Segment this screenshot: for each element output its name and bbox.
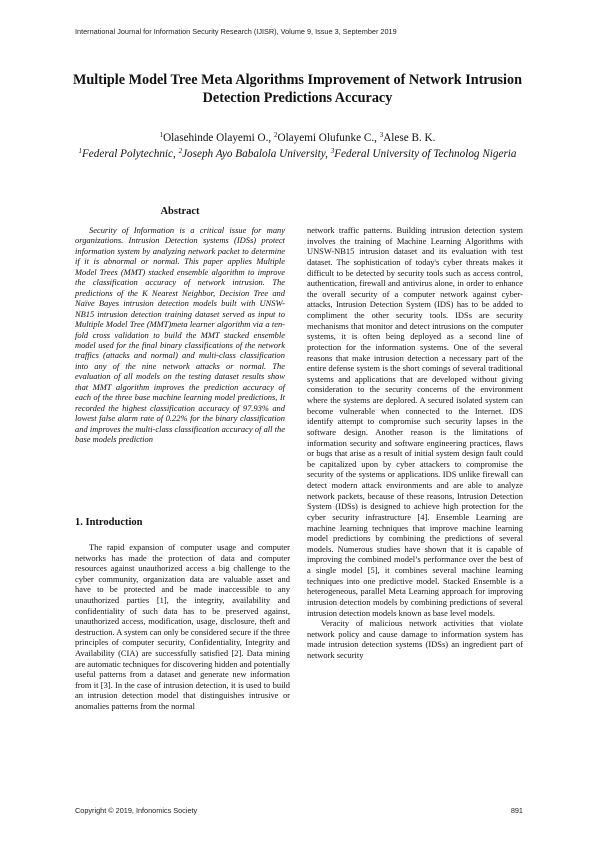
paper-title: Multiple Model Tree Meta Algorithms Improvement of Network Intrusion Detection Predictions Accuracy xyxy=(73,72,522,106)
author-3-marker: 3 xyxy=(379,131,384,139)
page-number: 891 xyxy=(510,806,523,815)
author-2-name: Olayemi Olufunke C., xyxy=(277,132,380,144)
affiliation-1-name: Federal Polytechnic, xyxy=(81,147,179,160)
author-block xyxy=(40,131,555,162)
author-1-marker: 1 xyxy=(159,131,164,139)
abstract-heading: Abstract xyxy=(160,206,200,217)
introduction-paragraph-right-1: network traffic patterns. Building intrusion detection system involves the training of Machine Learning Algorithms with UNSW-NB15 intrusion dataset and its evaluation with test dataset. The sophistication of today's cyber threats makes it difficult to be detected by security tools such as access control, authentication, firewall and antivirus alone, in order to enhance the overall security of a computer network against cyber-attacks, Intrusion Detection System (IDS) has to be added to compliment the other security tools. IDSs are security mechanisms that monitor and detect intrusions on the computer systems, it is often being deployed as a second line of protection for the information systems. One of the several reasons that make intrusion detection a necessary part of the entire defense system is the short comings of several traditional systems and applications that are developed without giving consideration to the security concerns of the environment where the systems are deplored. A secured isolated system can become vulnerable when connected to the Internet. IDS identify attempt to compromise such security lapses in the software design. Another reason is the limitations of information security and software engineering practices, flaws or bugs that arise as a result of initial system design fault could be capitalized upon by cyber attackers to compromise the security of the systems or applications. IDS unlike firewall can detect modern attack environments and are able to analyze network packets, because of these reasons, Intrusion Detection System (IDSs) is designed to achieve high protection for the cyber security infrastructure [4]. Ensemble Learning are machine learning techniques that improve machine learning model predictions by combining the predictions of several models. Numerous studies have shown that it is capable of improving the combined model’s performance over the best of a single model [5], it combines several machine learning techniques into one predictive model. Stacked Ensemble is a heterogeneous, parallel Meta Learning approach for improving intrusion detection models by combining predictions of several intrusion detection models known as base level models. xyxy=(307,225,523,618)
journal-header: International Journal for Information Security Research (IJISR), Volume 9, Issue 3, September 2019 xyxy=(75,27,397,36)
affiliation-3-name: Federal University of Technolog Nigeria xyxy=(334,147,517,160)
affiliation-3-marker: 3 xyxy=(330,146,335,155)
author-1-name: Olasehinde Olayemi O., xyxy=(163,132,274,144)
abstract-text: Security of Information is a critical issue for many organizations. Intrusion Detection systems (IDSs) protect information system by analyzing network packet to determine if it is abnormal or normal. This paper applies Multiple Model Trees (MMT) stacked ensemble algorithm to improve the classification accuracy of network intrusion. The predictions of the K Nearest Neighbor, Decision Tree and Naïve Bayes intrusion detection models built with UNSW-NB15 intrusion detection training dataset served as input to Multiple Model Tree (MMT)meta learner algorithm via a ten-fold cross validation to build the MMT stacked ensemble model used for the final binary classifications of the network traffics (attacks and normal) and multi-class classification into any of the nine network attacks or normal. The evaluation of all models on the testing dataset results show that MMT algorithm improves the prediction accuracy of each of the three base machine learning model predictions, It recorded the highest classification accuracy of 97.93% and lowest false alarm rate of 0.22% for the binary classification and improves the multi-class classification accuracy of all the base models prediction xyxy=(75,225,285,445)
introduction-column-right xyxy=(307,225,523,661)
affiliation-list xyxy=(40,147,555,163)
author-3-name: Alese B. K. xyxy=(383,132,436,144)
introduction-heading: 1. Introduction xyxy=(75,517,143,528)
affiliation-2-name: Joseph Ayo Babalola University, xyxy=(182,147,331,160)
copyright-footer: Copyright © 2019, Infonomics Society xyxy=(75,806,198,815)
affiliation-2-marker: 2 xyxy=(178,146,183,155)
introduction-paragraph-left: The rapid expansion of computer usage and computer networks has made the protection of data and computer resources against unauthorized access a big challenge to the cyber community, organization data are valuable asset and have to be protected and be made inaccessible to any unauthorized parties [1], the integrity, availability and confidentiality of such data has to be preserved against, unauthorized access, modification, usage, disclosure, theft and destruction. A system can only be considered secure if the three principles of computer security, Confidentiality, Integrity and Availability (CIA) are successfully satisfied [2]. Data mining are automatic techniques for discovering hidden and potentially useful patterns from a dataset and generate new information from it [3]. In the case of intrusion detection, it is used to build an intrusion detection model that distinguishes intrusive or anomalies patterns from the normal xyxy=(75,542,290,711)
author-list xyxy=(40,131,555,147)
affiliation-1-marker: 1 xyxy=(78,146,82,155)
introduction-paragraph-right-2: Veracity of malicious network activities that violate network policy and cause damage to information system has made intrusion detection systems (IDSs) an ingredient part of network security xyxy=(307,618,523,660)
author-2-marker: 2 xyxy=(273,131,278,139)
